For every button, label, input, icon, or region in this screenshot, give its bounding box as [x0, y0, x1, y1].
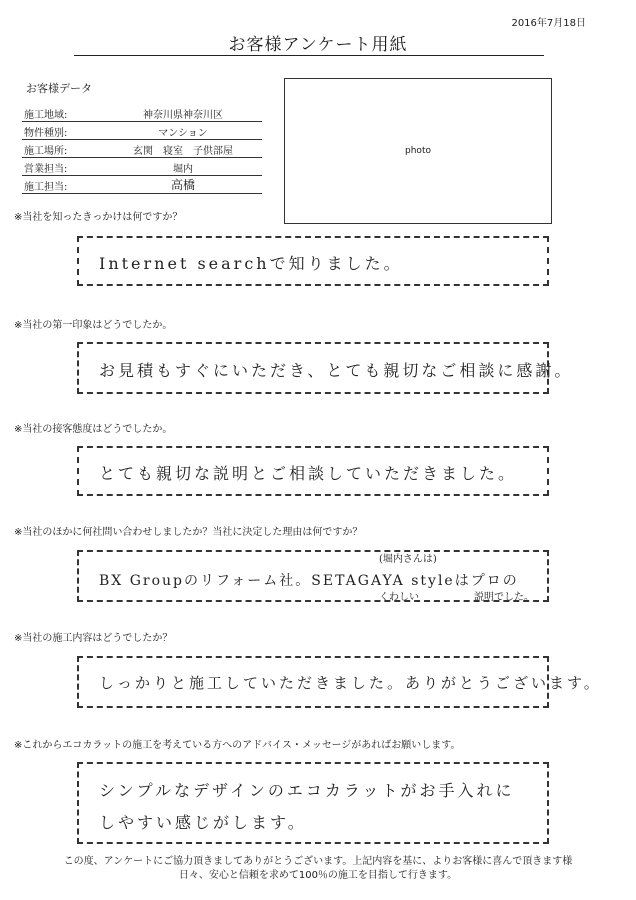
question-4: ※当社のほかに何社問い合わせしましたか？当社に決定した理由は何ですか？: [14, 527, 363, 538]
info-row-location: [22, 140, 262, 158]
answer-box-5: [77, 656, 602, 708]
info-value: 神奈川県神奈川区: [104, 104, 262, 122]
info-row-installer: [22, 176, 262, 194]
answer-text-3: とても親切な説明とご相談していただきました。: [99, 464, 518, 483]
question-2: ※当社の第一印象はどうでしたか。: [14, 320, 173, 331]
info-label: 営業担当:: [22, 158, 104, 176]
info-row-sales-rep: [22, 158, 262, 176]
answer-text-2: お見積もすぐにいただき、とても親切なご相談に感謝。: [99, 361, 574, 380]
answer-box-1: [77, 236, 549, 286]
info-value: マンション: [104, 122, 262, 140]
answer-text-6-line1: シンプルなデザインのエコカラットがお手入れに: [99, 781, 515, 800]
answer-box-3: [77, 446, 549, 496]
customer-data-heading: お客様データ: [26, 82, 92, 95]
footer-message-line2: 日々、安心と信頼を求めて100％の施工を目指して行きます。: [178, 870, 458, 881]
info-row-area: [22, 104, 262, 122]
answer-box-4: [77, 550, 549, 602]
answer-text-1: Internet searchで知りました。: [99, 254, 403, 273]
title-underline: [74, 55, 544, 56]
info-label: 施工地域:: [22, 104, 104, 122]
question-3: ※当社の接客態度はどうでしたか。: [14, 424, 173, 435]
question-1: ※当社を知ったきっかけは何ですか？: [14, 212, 183, 223]
question-5: ※当社の施工内容はどうでしたか？: [14, 633, 173, 644]
info-label: 物件種別:: [22, 122, 104, 140]
answer-note-bottom-left: くわしい: [379, 592, 419, 603]
answer-text-5: しっかりと施工していただきました。ありがとうございます。: [99, 674, 602, 692]
info-value: 堀内: [104, 158, 262, 176]
answer-box-6: [77, 762, 549, 844]
info-value: 玄関 寝室 子供部屋: [104, 140, 262, 158]
answer-box-2: [77, 342, 574, 394]
question-6: ※これからエコカラットの施工を考えている方へのアドバイス・メッセージがあればお願いします。: [14, 740, 461, 751]
survey-date: 2016年7月18日: [511, 18, 586, 29]
info-value-handwritten: 高橋: [104, 176, 262, 194]
info-row-property-type: [22, 122, 262, 140]
photo-label: photo: [405, 146, 431, 156]
footer-message-line1: この度、アンケートにご協力頂きましてありがとうございます。上記内容を基に、よりお客様に喜んで頂きます様: [63, 856, 573, 867]
answer-note-top: (堀内さんは): [379, 554, 437, 565]
answer-note-bottom-right: 説明でした。: [474, 592, 534, 603]
customer-info-table: [22, 104, 262, 194]
photo-placeholder: [284, 78, 552, 224]
page-title: お客様アンケート用紙: [228, 35, 408, 55]
answer-text-4: BX Groupのリフォーム社。SETAGAYA styleはプロの: [99, 573, 519, 589]
info-label: 施工場所:: [22, 140, 104, 158]
info-label: 施工担当:: [22, 176, 104, 194]
answer-text-6-line2: しやすい感じがします。: [99, 813, 307, 832]
